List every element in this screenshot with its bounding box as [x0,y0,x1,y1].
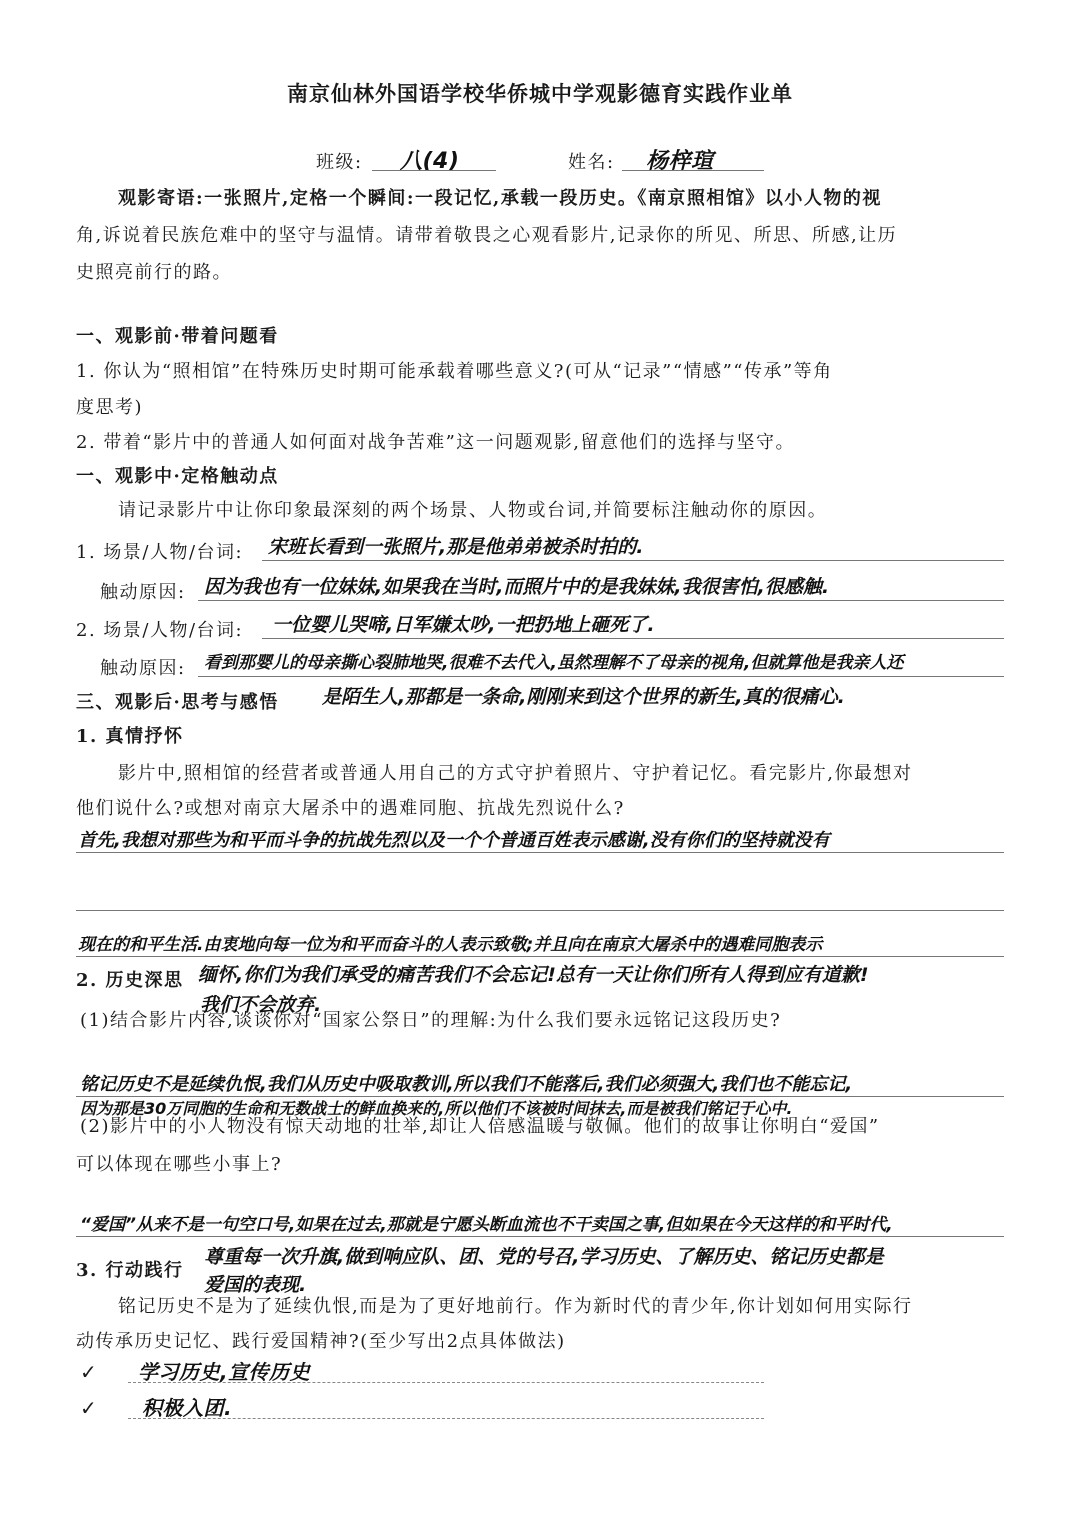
section-2-heading: 一、观影中·定格触动点 [76,466,279,487]
class-underline [372,170,496,171]
section-1-heading: 一、观影前·带着问题看 [76,326,279,347]
intro-line-2: 角,诉说着民族危难中的坚守与温情。请带着敬畏之心观看影片,记录你的所见、所思、所感,让历 [76,225,898,246]
s3-sub-2-answer-2-line-1[interactable]: “爱国”从来不是一句空口号,如果在过去,那就是宁愿头断血流也不干卖国之事,但如果在今天这样的和平时代, [80,1215,893,1235]
s3-sub-1-answer-line-3[interactable]: 缅怀,你们为我们承受的痛苦我们不会忘记!总有一天让你们所有人得到应有道歉! [198,964,869,986]
name-label: 姓名: [568,152,615,173]
s2-item-1-underline [262,560,1004,561]
s2-item-1-answer[interactable]: 宋班长看到一张照片,那是他弟弟被杀时拍的. [268,536,644,558]
s3-sub-1-line-2: 他们说什么?或想对南京大屠杀中的遇难同胞、抗战先烈说什么? [76,798,625,819]
s2-reason-1-label: 触动原因: [100,582,186,603]
s2-reason-2-answer-line-1[interactable]: 看到那婴儿的母亲撕心裂肺地哭,很难不去代入,虽然理解不了母亲的视角,但就算他是我亲人还 [204,653,904,673]
s3-sub-1-line-1: 影片中,照相馆的经营者或普通人用自己的方式守护着照片、守护着记忆。看完影片,你最想对 [118,763,913,784]
s3-sub-3-line-2: 动传承历史记忆、践行爱国精神?(至少写出2点具体做法) [76,1331,566,1352]
s2-reason-1-underline [198,600,1004,601]
s3-sub-1-answer-line-1[interactable]: 首先,我想对那些为和平而斗争的抗战先烈以及一个个普通百姓表示感谢,没有你们的坚持就没有 [78,830,830,851]
name-underline [622,170,764,171]
s3-sub-3-line-1: 铭记历史不是为了延续仇恨,而是为了更好地前行。作为新时代的青少年,你计划如何用实际行 [118,1296,913,1317]
s3-sub-2-question-2-line-1: (2)影片中的小人物没有惊天动地的壮举,却让人倍感温暖与敬佩。他们的故事让你明白“爱国” [80,1116,880,1137]
class-label: 班级: [316,152,363,173]
s3-sub-2-answer-2-line-3[interactable]: 爱国的表现. [204,1274,307,1296]
s3-sub-2-answer-1-line-2[interactable]: 因为那是30万同胞的生命和无数战士的鲜血换来的,所以他们不该被时间抹去,而是被我们铭记于心中. [80,1099,793,1118]
s3-sub-2-question-2-line-2: 可以体现在哪些小事上? [76,1154,283,1175]
s2-reason-2-underline [198,676,1004,677]
s2-item-2-underline [262,638,1004,639]
s3-sub-2-answer-2-underline [76,1236,1004,1237]
s1-question-1-line-1: 1. 你认为“照相馆”在特殊历史时期可能承载着哪些意义?(可从“记录”“情感”“传承”等角 [76,361,833,382]
s2-item-2-label: 2. 场景/人物/台词: [76,620,244,641]
section-3-heading: 三、观影后·思考与感悟 [76,692,279,713]
action-item-2[interactable]: 积极入团. [142,1396,233,1420]
class-value[interactable]: 八(4) [400,149,460,174]
check-mark-icon: ✓ [80,1360,99,1384]
s3-sub-2-answer-2-line-2[interactable]: 尊重每一次升旗,做到响应队、团、党的号召,学习历史、了解历史、铭记历史都是 [204,1246,884,1268]
s3-sub-3-heading: 3. 行动践行 [76,1260,184,1281]
s3-sub-1-answer-underline-3 [76,956,1004,957]
action-item-2-underline [128,1418,764,1419]
s2-reason-1-answer[interactable]: 因为我也有一位妹妹,如果我在当时,而照片中的是我妹妹,我很害怕,很感触. [204,576,830,598]
s2-item-1-label: 1. 场景/人物/台词: [76,542,244,563]
check-mark-icon: ✓ [80,1396,99,1420]
s2-item-2-answer[interactable]: 一位婴儿哭啼,日军嫌太吵,一把扔地上砸死了. [272,614,655,636]
s3-sub-1-heading: 1. 真情抒怀 [76,726,184,747]
intro-line-1: 观影寄语:一张照片,定格一个瞬间:一段记忆,承载一段历史。《南京照相馆》以小人物的视 [118,188,882,209]
s3-sub-1-answer-underline-2 [76,910,1004,911]
s3-sub-1-answer-underline-1 [76,852,1004,853]
page-title: 南京仙林外国语学校华侨城中学观影德育实践作业单 [287,81,793,106]
s3-sub-2-question-1: (1)结合影片内容,谈谈你对“国家公祭日”的理解:为什么我们要永远铭记这段历史? [80,1010,782,1031]
s3-sub-1-answer-line-2[interactable]: 现在的和平生活.由衷地向每一位为和平而奋斗的人表示致敬;并且向在南京大屠杀中的遇难同胞表示 [78,935,823,955]
s3-sub-2-answer-1-line-1[interactable]: 铭记历史不是延续仇恨,我们从历史中吸取教训,所以我们不能落后,我们必须强大,我们也不能忘记, [80,1074,853,1095]
action-item-1-underline [128,1382,764,1383]
name-value[interactable]: 杨梓瑄 [646,149,714,174]
s3-sub-2-heading: 2. 历史深思 [76,970,184,991]
action-item-1[interactable]: 学习历史,宣传历史 [138,1360,311,1384]
s2-reason-2-label: 触动原因: [100,658,186,679]
s1-question-1-line-2: 度思考) [76,397,144,418]
s2-instruction: 请记录影片中让你印象最深刻的两个场景、人物或台词,并简要标注触动你的原因。 [118,500,828,521]
s3-sub-1-answer-line-4[interactable]: 我们不会放弃. [200,994,322,1016]
s2-reason-2-answer-line-2[interactable]: 是陌生人,那都是一条命,刚刚来到这个世界的新生,真的很痛心. [322,686,845,708]
intro-line-3: 史照亮前行的路。 [76,262,232,283]
s1-question-2: 2. 带着“影片中的普通人如何面对战争苦难”这一问题观影,留意他们的选择与坚守。 [76,432,796,453]
